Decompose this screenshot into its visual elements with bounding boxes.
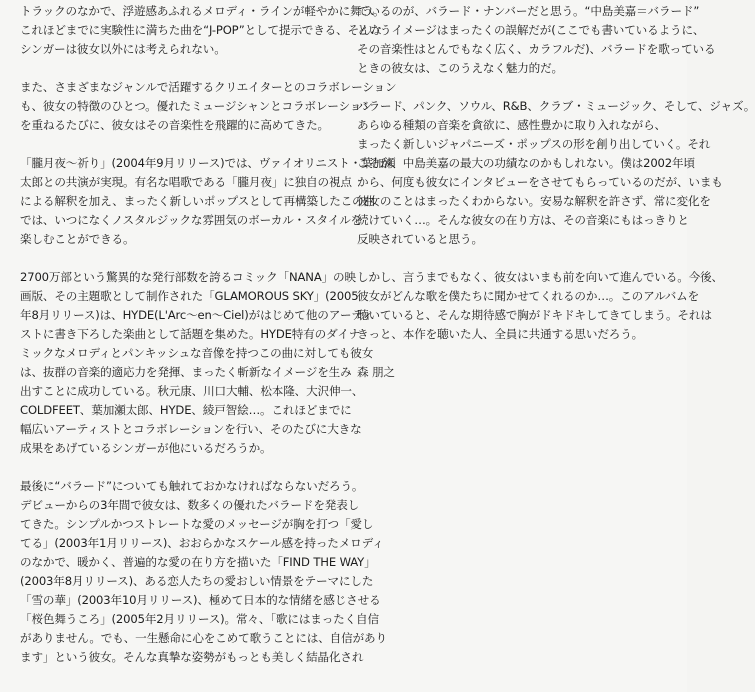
left-text-line: ミックなメロディとパンキッシュな音像を持つこの曲に対しても彼女 <box>20 346 374 360</box>
right-paragraph-gap <box>357 344 675 363</box>
left-paragraph-gap <box>20 59 338 78</box>
right-text-line: 彼女がどんな歌を僕たちに聞かせてくれるのか…。このアルバムを <box>357 289 700 303</box>
right-text-line: から、何度も彼女にインタビューをさせてもらっているのだが、いまも <box>357 175 723 189</box>
left-text-line: 画版、その主題歌として制作された「GLAMOROUS SKY」(2005 <box>20 289 359 303</box>
left-text-line: 幅広いアーティストとコラボレーションを行い、そのたびに大きな <box>20 422 362 436</box>
left-text-line: のなかで、暖かく、普遍的な愛の在り方を描いた「FIND THE WAY」 <box>20 555 376 569</box>
right-text-line: ているのが、バラード・ナンバーだと思う。“中島美嘉＝バラード” <box>357 4 700 18</box>
left-text-line: ストに書き下ろした楽曲として話題を集めた。HYDE特有のダイナ <box>20 327 361 341</box>
right-text-line: きっと、本作を聴いた人、全員に共通する思いだろう。 <box>357 327 644 341</box>
left-paragraph-gap <box>20 249 338 268</box>
right-text-line: バラード、パンク、ソウル、R&B、クラブ・ミュージック、そして、ジャズ。 <box>357 99 755 113</box>
right-text-line: こそが、中島美嘉の最大の功績なのかもしれない。僕は2002年頃 <box>357 156 695 170</box>
left-text-line: ます」という彼女。そんな真摯な姿勢がもっとも美しく結晶化され <box>20 650 364 664</box>
left-text-line: も、彼女の特徴のひとつ。優れたミュージシャンとコラボレーション <box>20 99 373 113</box>
right-text-line: 彼女のことはまったくわからない。安易な解釈を許さず、常に変化を <box>357 194 711 208</box>
left-text-line: デビューからの3年間で彼女は、数多くの優れたバラードを発表し <box>20 498 360 512</box>
right-text-column <box>357 2 755 382</box>
left-text-line: を重ねるたびに、彼女はその音楽性を飛躍的に高めてきた。 <box>20 118 329 132</box>
left-text-line: 最後に“バラード”についても触れておかなければならないだろう。 <box>20 479 364 493</box>
left-text-line: トラックのなかで、浮遊感あふれるメロディ・ラインが軽やかに舞う。 <box>20 4 385 18</box>
left-text-line: 「朧月夜～祈り」(2004年9月リリース)では、ヴァイオリニスト・葉加瀬 <box>20 156 396 170</box>
left-text-line: てる」(2003年1月リリース)、おおらかなスケール感を持ったメロディ <box>20 536 384 550</box>
left-text-line: てきた。シンプルかつストレートな愛のメッセージが胸を打つ「愛し <box>20 517 374 531</box>
left-text-line: シンガーは彼女以外には考えられない。 <box>20 42 226 56</box>
left-text-line: 「桜色舞うころ」(2005年2月リリース)。常々、「歌にはまったく自信 <box>20 612 379 626</box>
right-paragraph-gap <box>357 249 675 268</box>
left-text-line: 成果をあげているシンガーが他にいるだろうか。 <box>20 441 272 455</box>
author-signature: 森 朋之 <box>357 365 395 379</box>
left-paragraph-gap <box>20 135 338 154</box>
left-text-line: (2003年8月リリース)、ある恋人たちの愛おしい情景をテーマにした <box>20 574 374 588</box>
right-text-line: あらゆる種類の音楽を貪欲に、感性豊かに取り入れながら、 <box>357 118 666 132</box>
right-text-line: というイメージはまったくの誤解だが(ここでも書いているように、 <box>357 23 705 37</box>
left-text-line: 年8月リリース)は、HYDE(L'Arc～en～Ciel)がはじめて他のアーティ <box>20 308 374 322</box>
left-text-line: 「雪の華」(2003年10月リリース)、極めて日本的な情緒を感じさせる <box>20 593 381 607</box>
left-text-line: また、さまざまなジャンルで活躍するクリエイターとのコラボレーション <box>20 80 397 94</box>
right-text-line: 聴いていると、そんな期待感で胸がドキドキしてきてしまう。それは <box>357 308 712 322</box>
left-text-line: これほどまでに実験性に満ちた曲を“J-POP”として提示できる、そんな <box>20 23 382 37</box>
right-text-line: ときの彼女は、このうえなく魅力的だ。 <box>357 61 563 75</box>
left-text-line: がありません。でも、一生懸命に心をこめて歌うことには、自信があり <box>20 631 387 645</box>
left-text-line: は、抜群の音楽的適応力を発揮、まったく斬新なイメージを生み <box>20 365 352 379</box>
right-text-line: その音楽性はとんでもなく広く、カラフルだ)、バラードを歌っている <box>357 42 716 56</box>
left-paragraph-gap <box>20 458 338 477</box>
right-paragraph-gap <box>357 78 675 97</box>
left-text-line: COLDFEET、葉加瀬太郎、HYDE、綾戸智絵…。これほどまでに <box>20 403 352 417</box>
left-text-line: による解釈を加え、まったく新しいポップスとして再構築したこの曲 <box>20 194 375 208</box>
right-text-line: 続けていく…。そんな彼女の在り方は、その音楽にもはっきりと <box>357 213 689 227</box>
left-text-line: 出すことに成功している。秋元康、川口大輔、松本隆、大沢伸一、 <box>20 384 364 398</box>
left-text-line: 太郎との共演が実現。有名な唱歌である「朧月夜」に独自の視点 <box>20 175 352 189</box>
right-text-line: 反映されていると思う。 <box>357 232 483 246</box>
right-text-line: まったく新しいジャパニーズ・ポップスの形を創り出していく。それ <box>357 137 711 151</box>
left-text-line: 2700万部という驚異的な発行部数を誇るコミック「NANA」の映 <box>20 270 356 284</box>
right-text-line: しかし、言うまでもなく、彼女はいまも前を向いて進んでいる。今後、 <box>357 270 723 284</box>
left-text-line: では、いつになくノスタルジックな雰囲気のボーカル・スタイルを <box>20 213 363 227</box>
left-text-line: 楽しむことができる。 <box>20 232 135 246</box>
